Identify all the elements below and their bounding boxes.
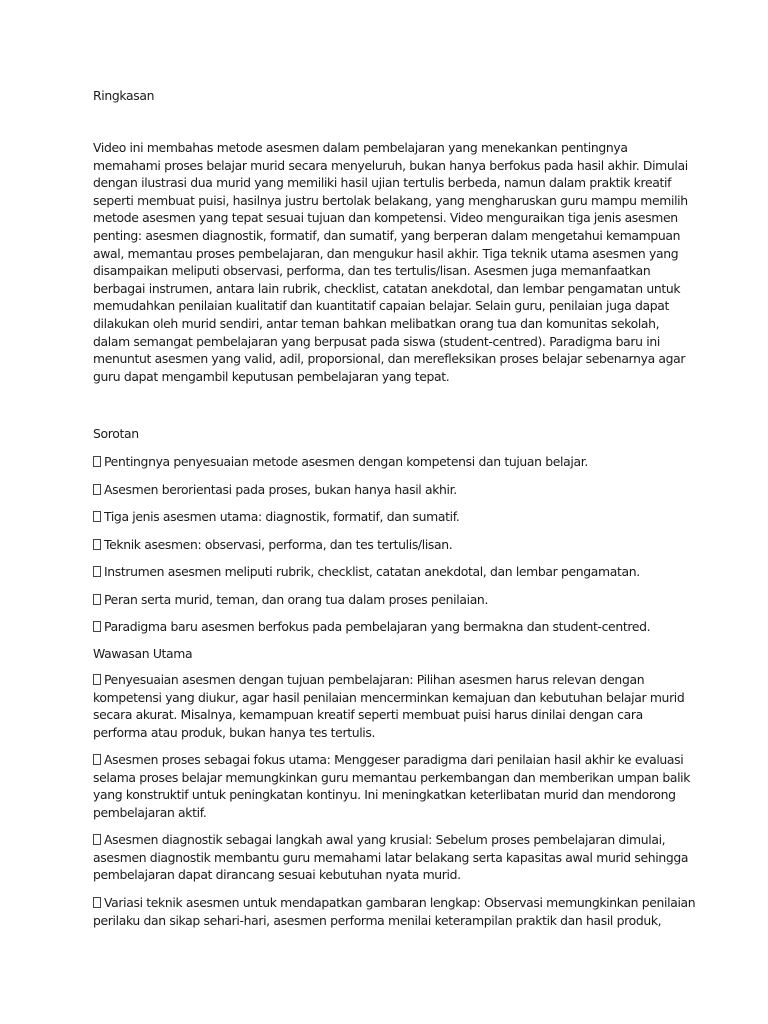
highlight-item [93,482,457,497]
missing-glyph-icon [93,511,101,522]
summary-line: guru dapat mengambil keputusan pembelajaran yang tepat. [93,368,450,384]
summary-line: dilakukan oleh murid sendiri, antar teman bahkan melibatkan orang tua dan komunitas sekolah, [93,316,660,331]
insight-line: asesmen diagnostik membantu guru memahami latar belakang serta kapasitas awal murid sehingga [93,849,689,865]
summary-line: awal, memantau proses pembelajaran, dan mengukur hasil akhir. Tiga teknik utama asesmen yang [93,245,679,261]
missing-glyph-icon [93,566,101,577]
highlights-heading: Sorotan [93,426,139,441]
missing-glyph-icon [93,674,101,685]
highlight-text: Paradigma baru asesmen berfokus pada pembelajaran yang bermakna dan student-centred. [104,619,651,634]
missing-glyph-icon [93,484,101,495]
insight-line: Asesmen proses sebagai fokus utama: Menggeser paradigma dari penilaian hasil akhir ke evaluasi [93,752,683,767]
highlight-text: Tiga jenis asesmen utama: diagnostik, formatif, dan sumatif. [104,509,460,524]
insight-line: Penyesuaian asesmen dengan tujuan pembelajaran: Pilihan asesmen harus relevan dengan [93,672,644,687]
missing-glyph-icon [93,621,101,632]
insight-line: performa atau produk, bukan hanya tes tertulis. [93,724,376,740]
insight-line: perilaku dan sikap sehari-hari, asesmen performa menilai keterampilan praktik dan hasil produk, [93,912,662,928]
highlight-text: Asesmen berorientasi pada proses, bukan hanya hasil akhir. [104,481,457,497]
summary-line: disampaikan meliputi observasi, performa, dan tes tertulis/lisan. Asesmen juga memanfaatkan [93,263,651,279]
insight-line: yang konstruktif untuk peningkatan kontinyu. Ini meningkatkan keterlibatan murid dan mendorong [93,787,676,803]
insight-line: secara akurat. Misalnya, kemampuan kreatif seperti membuat puisi harus dinilai dengan cara [93,707,643,723]
highlight-item [93,619,650,634]
insight-line: Asesmen diagnostik sebagai langkah awal yang krusial: Sebelum proses pembelajaran dimulai, [93,832,665,847]
summary-line: metode asesmen yang tepat sesuai tujuan dan kompetensi. Video menguraikan tiga jenis asesmen [93,210,678,226]
insight-line: kompetensi yang diukur, agar hasil penilaian mencerminkan kemajuan dan kebutuhan belajar murid [93,689,685,705]
insight-line: pembelajaran aktif. [93,804,207,820]
insight-line: pembelajaran dapat dirancang sesuai kebutuhan nyata murid. [93,867,461,883]
highlight-item [93,454,588,469]
highlight-text: Teknik asesmen: observasi, performa, dan tes tertulis/lisan. [104,536,453,552]
insight-line: Variasi teknik asesmen untuk mendapatkan gambaran lengkap: Observasi memungkinkan penilaian [93,895,695,910]
summary-line: seperti membuat puisi, hasilnya justru bertolak belakang, yang mengharuskan guru mampu memilih [93,192,688,208]
missing-glyph-icon [93,834,101,845]
insight-line: selama proses belajar memungkinkan guru memantau perkembangan dan memberikan umpan balik [93,769,691,785]
highlight-item [93,592,488,607]
summary-line: menuntut asesmen yang valid, adil, proporsional, dan merefleksikan proses belajar sebenarnya agar [93,351,686,367]
summary-line: dengan ilustrasi dua murid yang memiliki hasil ujian tertulis berbeda, namun dalam praktik kreatif [93,175,672,191]
summary-line: memahami proses belajar murid secara menyeluruh, bukan hanya berfokus pada hasil akhir. Dimulai [93,157,688,173]
missing-glyph-icon [93,754,101,765]
highlight-item [93,564,640,579]
summary-line: memudahkan penilaian kualitatif dan kuantitatif capaian belajar. Selain guru, penilaian juga dapat [93,298,669,314]
summary-line: penting: asesmen diagnostik, formatif, dan sumatif, yang berperan dalam mengetahui kemampuan [93,228,681,243]
summary-line: Video ini membahas metode asesmen dalam pembelajaran yang menekankan pentingnya [93,140,628,155]
missing-glyph-icon [93,594,101,605]
missing-glyph-icon [93,897,101,908]
highlight-text: Pentingnya penyesuaian metode asesmen dengan kompetensi dan tujuan belajar. [104,454,588,469]
summary-heading: Ringkasan [93,88,155,103]
highlight-text: Peran serta murid, teman, dan orang tua dalam proses penilaian. [104,591,489,607]
highlight-item [93,537,452,552]
insights-heading: Wawasan Utama [93,646,193,661]
summary-line: dalam semangat pembelajaran yang berpusat pada siswa (student-centred). Paradigma baru ini [93,333,660,349]
highlight-text: Instrumen asesmen meliputi rubrik, checklist, catatan anekdotal, dan lembar pengamatan. [104,564,640,579]
missing-glyph-icon [93,456,101,467]
summary-line: berbagai instrumen, antara lain rubrik, checklist, catatan anekdotal, dan lembar pengamatan untuk [93,280,681,296]
highlight-item [93,509,459,524]
missing-glyph-icon [93,539,101,550]
